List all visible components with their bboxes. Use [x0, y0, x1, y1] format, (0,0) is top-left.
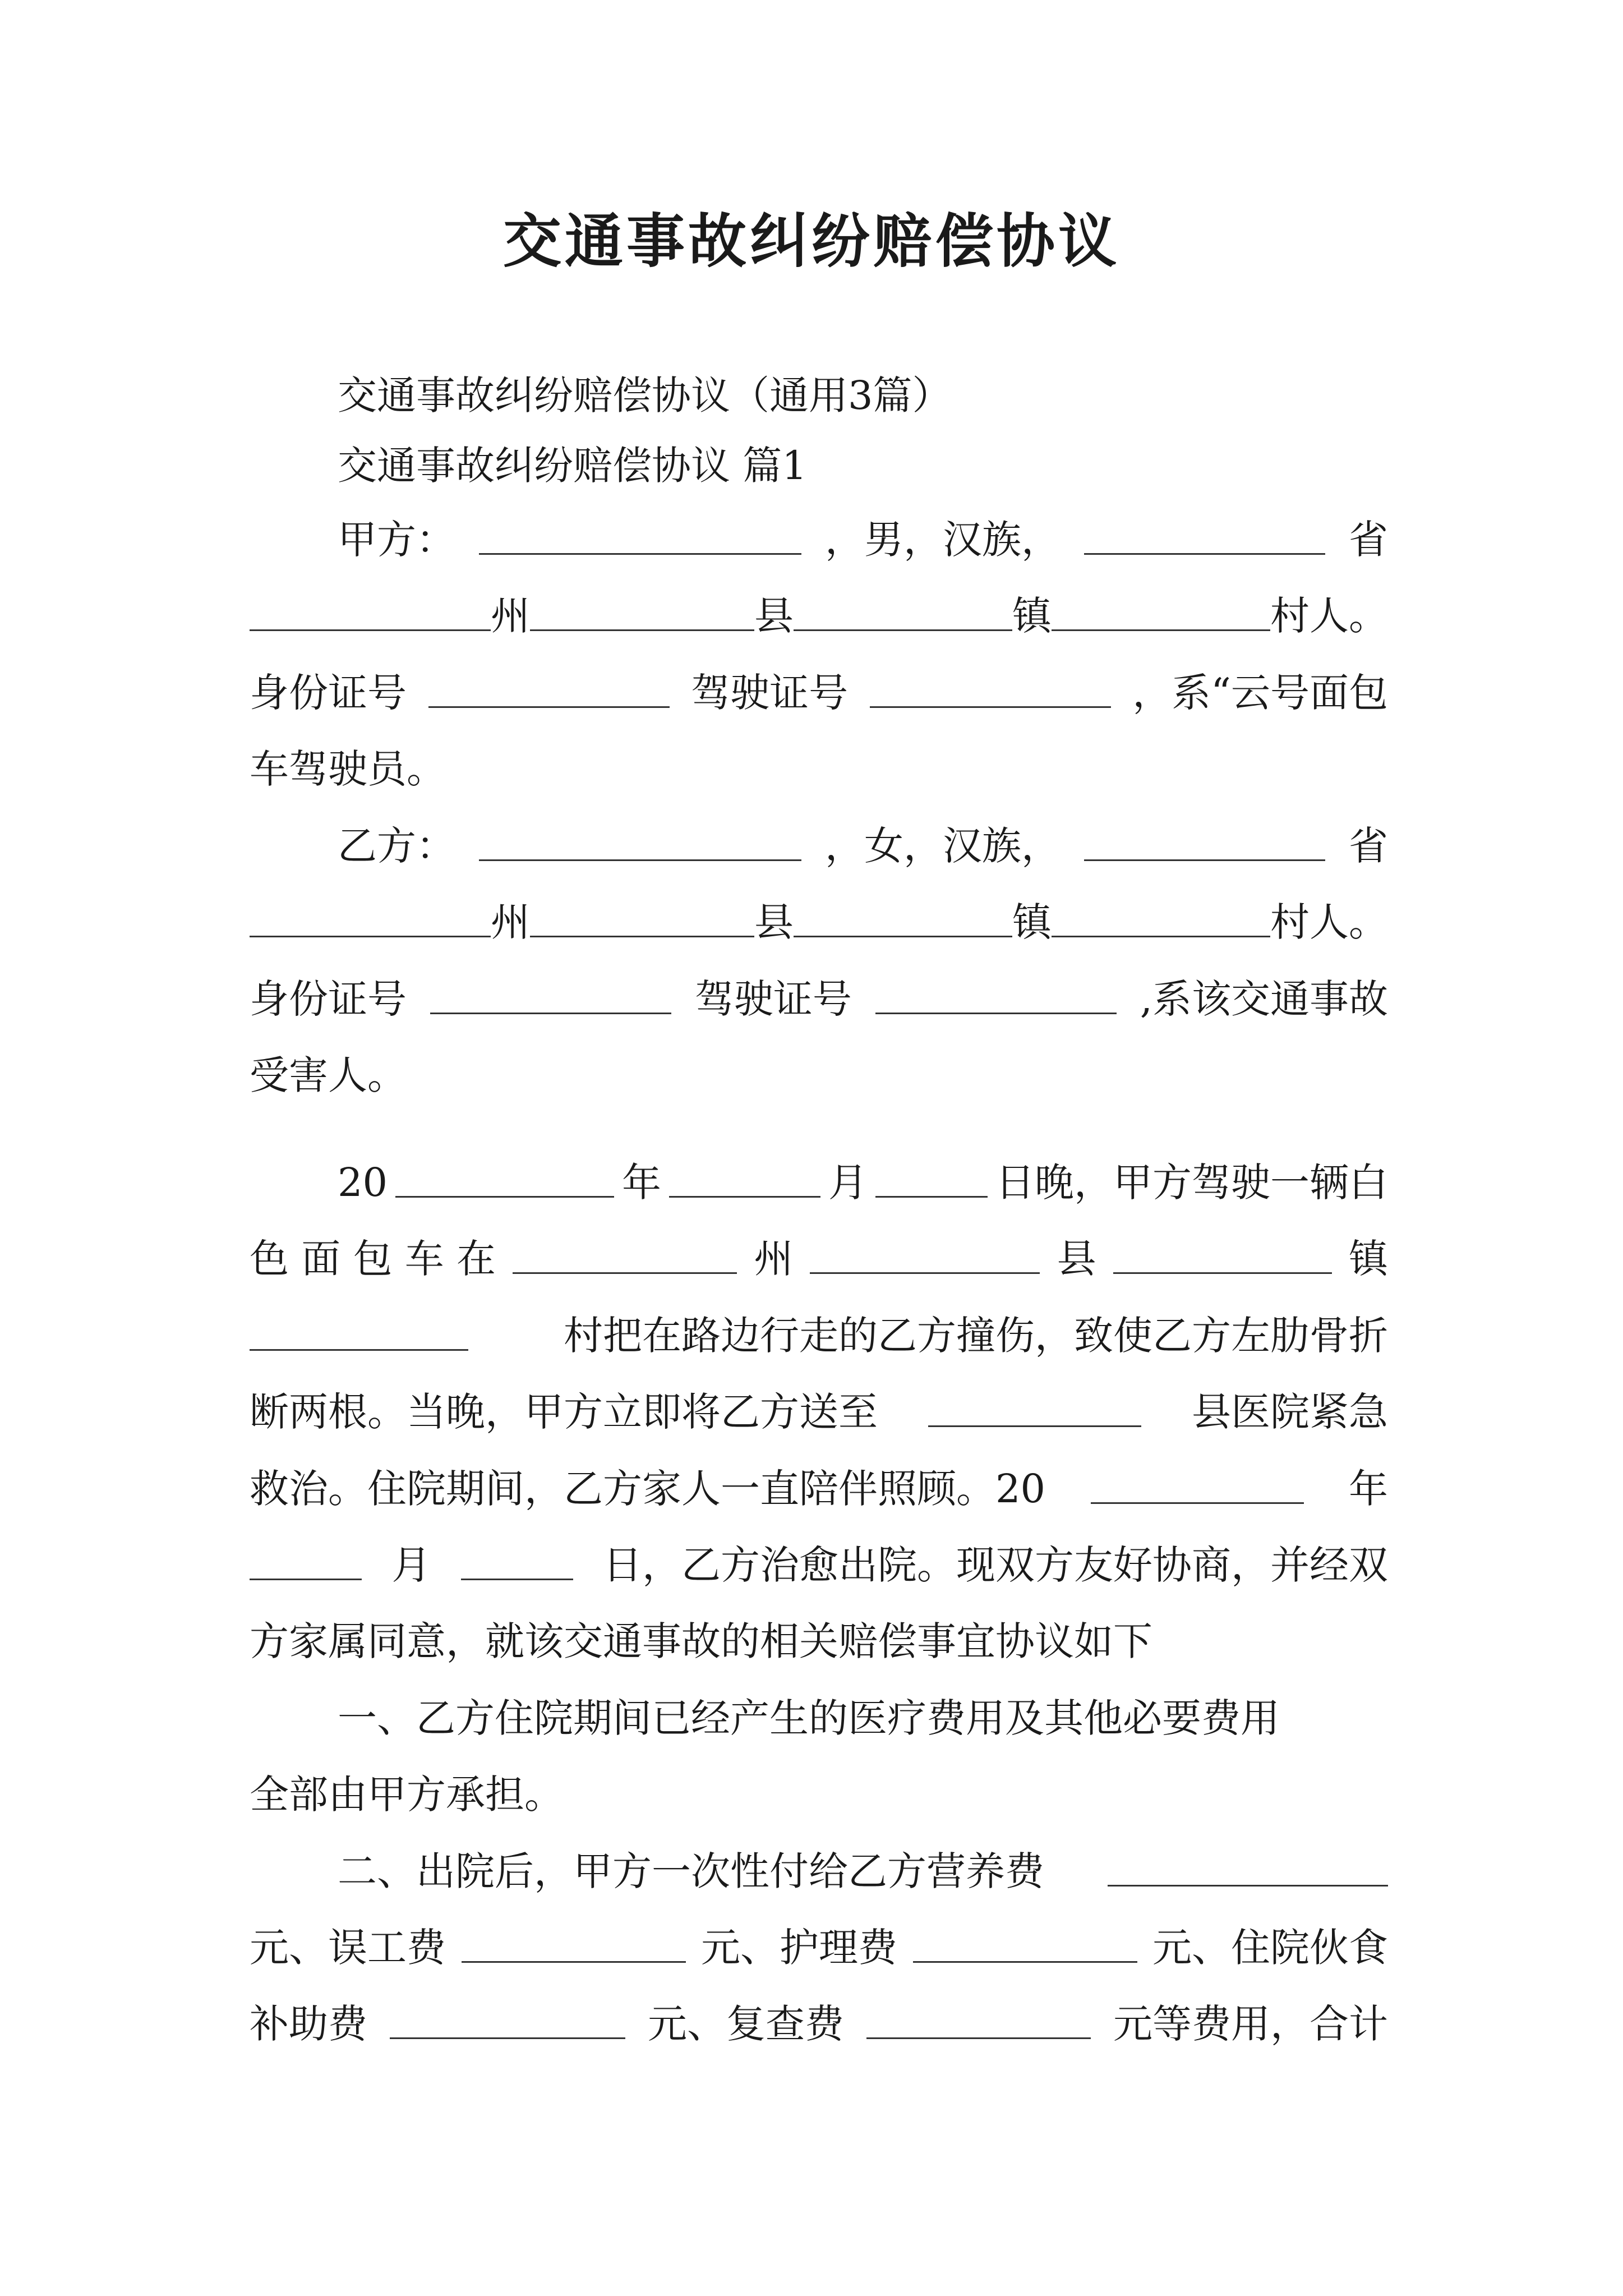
incident-county-blank — [810, 1233, 1040, 1274]
clause-1-line-2: 全部由甲方承担。 — [250, 1772, 564, 1818]
clause-2-line-3: 补助费 元、复查费 元等费用，合计 — [250, 1993, 1388, 2055]
incident-month-blank — [669, 1157, 820, 1198]
incident-day-blank — [875, 1157, 988, 1198]
party-b-license-blank — [875, 973, 1117, 1014]
clause-2-line-1: 二、出院后，甲方一次性付给乙方营养费 — [338, 1841, 1388, 1902]
incident-line-6: 月 日，乙方治愈出院。现双方友好协商，并经双 — [250, 1534, 1388, 1596]
document-title: 交通事故纠纷赔偿协议 — [502, 206, 1120, 275]
party-a-village-blank — [1052, 590, 1270, 631]
incident-line-5: 救治。住院期间，乙方家人一直陪伴照顾。20 年 — [250, 1458, 1388, 1520]
nutrition-fee-blank — [1108, 1846, 1388, 1887]
party-b-village-blank — [1052, 896, 1270, 937]
party-a-name-blank — [479, 514, 801, 555]
party-a-line-2: 州 县 镇 村人。 — [250, 585, 1388, 647]
incident-year-blank — [395, 1157, 614, 1198]
incident-line-7: 方家属同意，就该交通事故的相关赔偿事宜协议如下 — [250, 1618, 1152, 1664]
party-b-province-blank — [1084, 820, 1325, 861]
discharge-year-blank — [1091, 1463, 1304, 1504]
party-b-label: 乙方： — [338, 823, 455, 869]
document-subtitle: 交通事故纠纷赔偿协议（通用3篇） — [338, 372, 952, 418]
party-b-line-4: 受害人。 — [250, 1052, 407, 1098]
party-a-label: 甲方： — [338, 517, 455, 563]
discharge-day-blank — [461, 1539, 573, 1580]
party-b-line-1: 乙方： ，女，汉族， 省 — [338, 815, 1388, 877]
clause-2-line-2: 元、误工费 元、护理费 元、住院伙食 — [250, 1917, 1388, 1978]
party-b-town-blank — [794, 896, 1012, 937]
party-a-county-blank — [530, 590, 754, 631]
party-b-line-2: 州 县 镇 村人。 — [250, 891, 1388, 953]
party-b-name-blank — [479, 820, 801, 861]
incident-prefecture-blank — [513, 1233, 737, 1274]
reexam-fee-blank — [866, 1998, 1091, 2039]
party-a-license-blank — [870, 667, 1111, 708]
incident-line-4: 断两根。当晚，甲方立即将乙方送至 县医院紧急 — [250, 1381, 1388, 1443]
party-b-line-3: 身份证号 驾驶证号 ,系该交通事故 — [250, 968, 1388, 1030]
section-heading: 交通事故纠纷赔偿协议 篇1 — [338, 443, 807, 489]
incident-hospital-county-blank — [928, 1386, 1141, 1427]
incident-line-3: 村把在路边行走的乙方撞伤，致使乙方左肋骨折 — [250, 1305, 1388, 1366]
incident-line-1: 20 年 月 日晚，甲方驾驶一辆白 — [338, 1152, 1388, 1213]
nursing-fee-blank — [913, 1922, 1137, 1963]
party-a-province-blank — [1084, 514, 1325, 555]
party-b-prefecture-blank — [250, 896, 491, 937]
party-a-id-blank — [428, 667, 670, 708]
party-b-county-blank — [530, 896, 754, 937]
party-a-line-3: 身份证号 驾驶证号 ，系“云号面包 — [250, 662, 1388, 724]
incident-village-blank — [250, 1310, 468, 1351]
party-a-line-4: 车驾驶员。 — [250, 746, 446, 792]
incident-line-2: 色 面 包 车 在 州 县 镇 — [250, 1228, 1388, 1290]
party-a-line-1: 甲方： ，男，汉族， 省 — [338, 509, 1388, 570]
party-b-id-blank — [430, 973, 671, 1014]
incident-town-blank — [1113, 1233, 1332, 1274]
meal-allowance-blank — [390, 1998, 625, 2039]
discharge-month-blank — [250, 1539, 362, 1580]
party-a-town-blank — [794, 590, 1012, 631]
party-a-prefecture-blank — [250, 590, 491, 631]
clause-1-line-1: 一、乙方住院期间已经产生的医疗费用及其他必要费用 — [338, 1695, 1280, 1741]
lost-wages-blank — [462, 1922, 686, 1963]
